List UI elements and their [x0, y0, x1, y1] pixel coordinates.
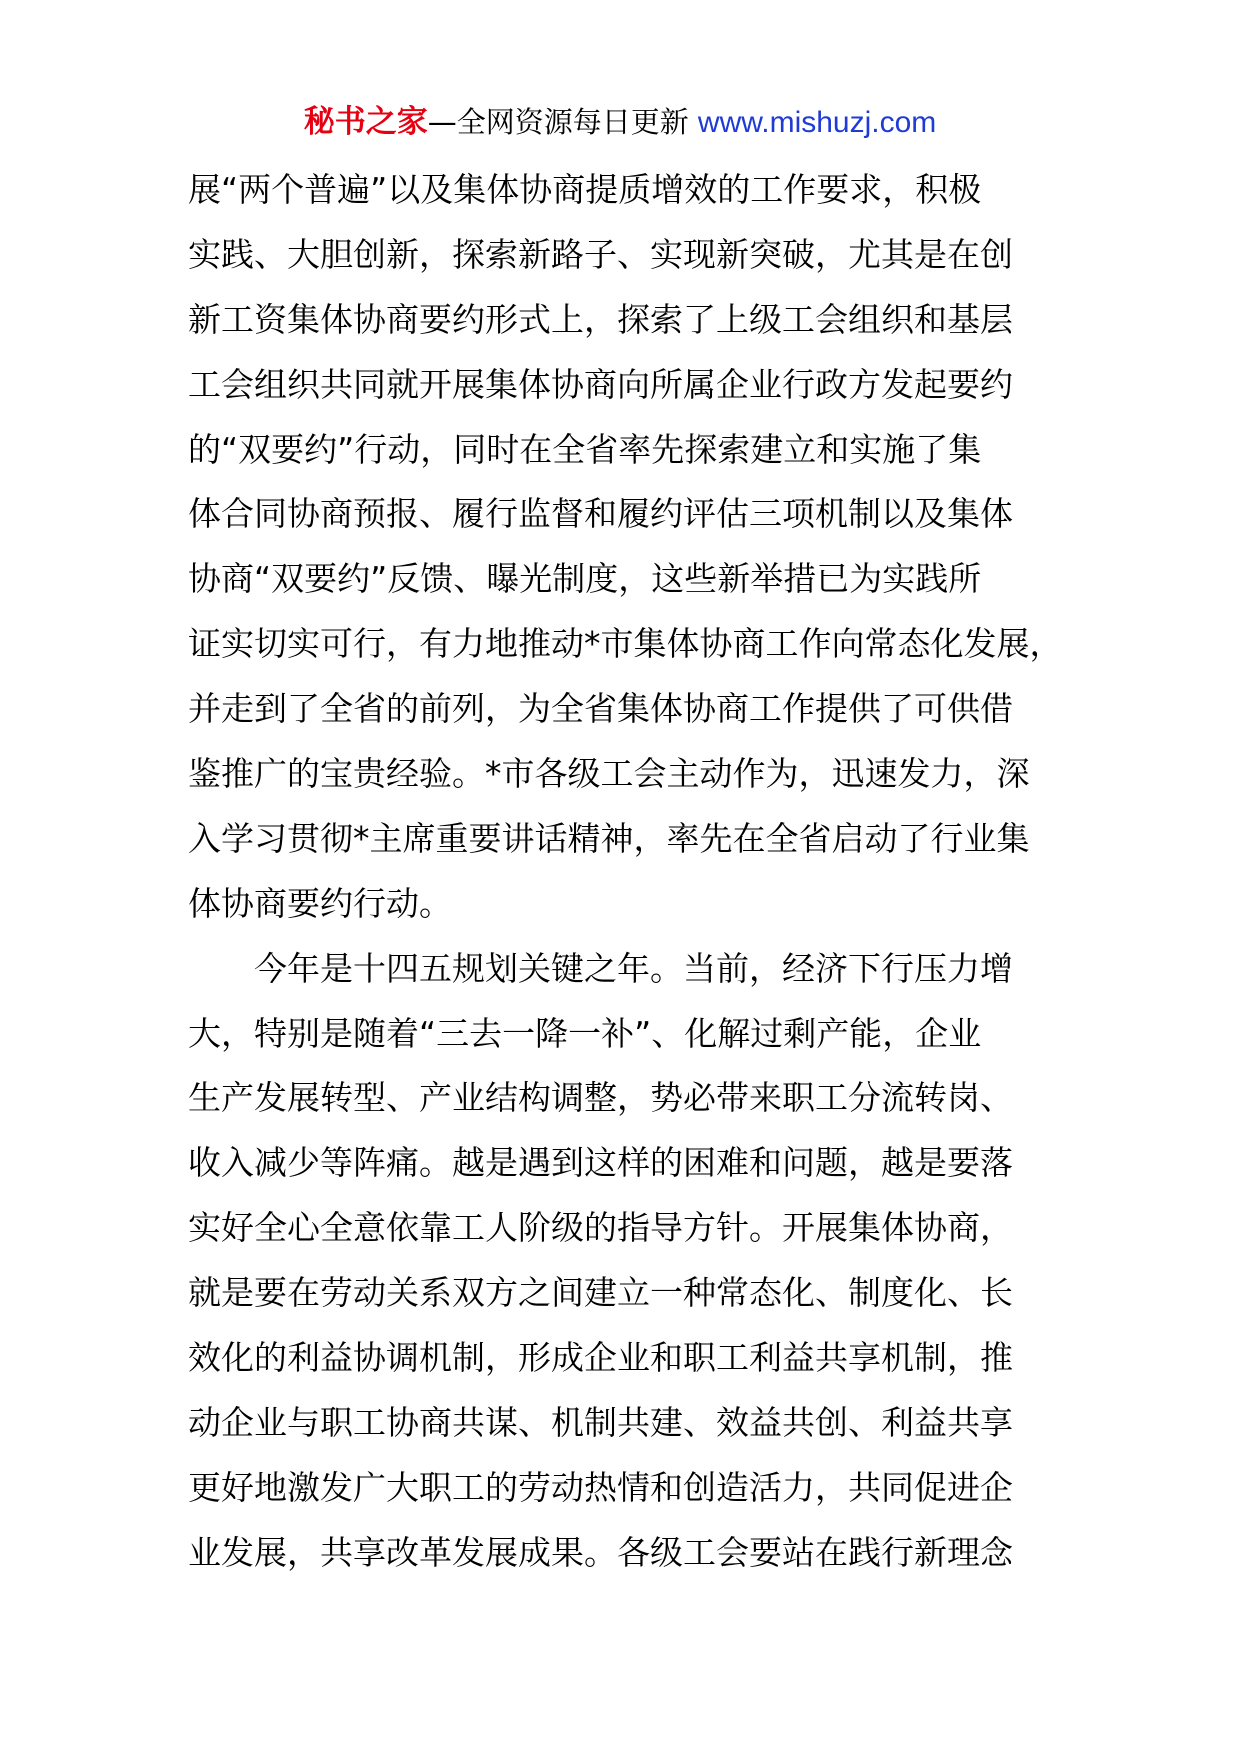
- text-line: 并走到了全省的前列，为全省集体协商工作提供了可供借: [188, 689, 1013, 729]
- text-line: 新工资集体协商要约形式上，探索了上级工会组织和基层: [188, 299, 1013, 339]
- text-line: 大，特别是随着“三去一降一补”、化解过剩产能，企业: [188, 1013, 982, 1053]
- text-line: 体合同协商预报、履行监督和履约评估三项机制以及集体: [188, 494, 1013, 534]
- text-line: 证实切实可行，有力地推动*市集体协商工作向常态化发展，: [188, 624, 1063, 664]
- text-line: 动企业与职工协商共谋、机制共建、效益共创、利益共享: [188, 1402, 1013, 1442]
- text-line: 今年是十四五规划关键之年。当前，经济下行压力增: [254, 948, 1013, 988]
- text-line: 实好全心全意依靠工人阶级的指导方针。开展集体协商，: [188, 1208, 1013, 1248]
- site-url-link[interactable]: www.mishuzj.com: [697, 106, 937, 139]
- text-line: 效化的利益协调机制，形成企业和职工利益共享机制，推: [188, 1338, 1013, 1378]
- text-line: 工会组织共同就开展集体协商向所属企业行政方发起要约: [188, 364, 1013, 404]
- text-line: 体协商要约行动。: [188, 883, 452, 923]
- text-line: 就是要在劳动关系双方之间建立一种常态化、制度化、长: [188, 1273, 1013, 1313]
- text-line: 入学习贯彻*主席重要讲话精神，率先在全省启动了行业集: [188, 818, 1030, 858]
- text-line: 的“双要约”行动，同时在全省率先探索建立和实施了集: [188, 429, 982, 469]
- text-line: 收入减少等阵痛。越是遇到这样的困难和问题，越是要落: [188, 1143, 1013, 1183]
- page-header: [0, 102, 1240, 143]
- text-line: 更好地激发广大职工的劳动热情和创造活力，共同促进企: [188, 1467, 1013, 1507]
- document-body: [188, 158, 1088, 1586]
- site-tagline: —全网资源每日更新: [427, 105, 698, 139]
- text-line: 鉴推广的宝贵经验。*市各级工会主动作为，迅速发力，深: [188, 754, 1030, 794]
- text-line: 生产发展转型、产业结构调整，势必带来职工分流转岗、: [188, 1078, 1013, 1118]
- text-line: 实践、大胆创新，探索新路子、实现新突破，尤其是在创: [188, 234, 1013, 274]
- text-line: 协商“双要约”反馈、曝光制度，这些新举措已为实践所: [188, 559, 982, 599]
- text-line: 业发展，共享改革发展成果。各级工会要站在践行新理念: [188, 1532, 1013, 1572]
- site-brand: 秘书之家: [303, 104, 428, 140]
- text-line: 展“两个普遍”以及集体协商提质增效的工作要求，积极: [188, 170, 982, 209]
